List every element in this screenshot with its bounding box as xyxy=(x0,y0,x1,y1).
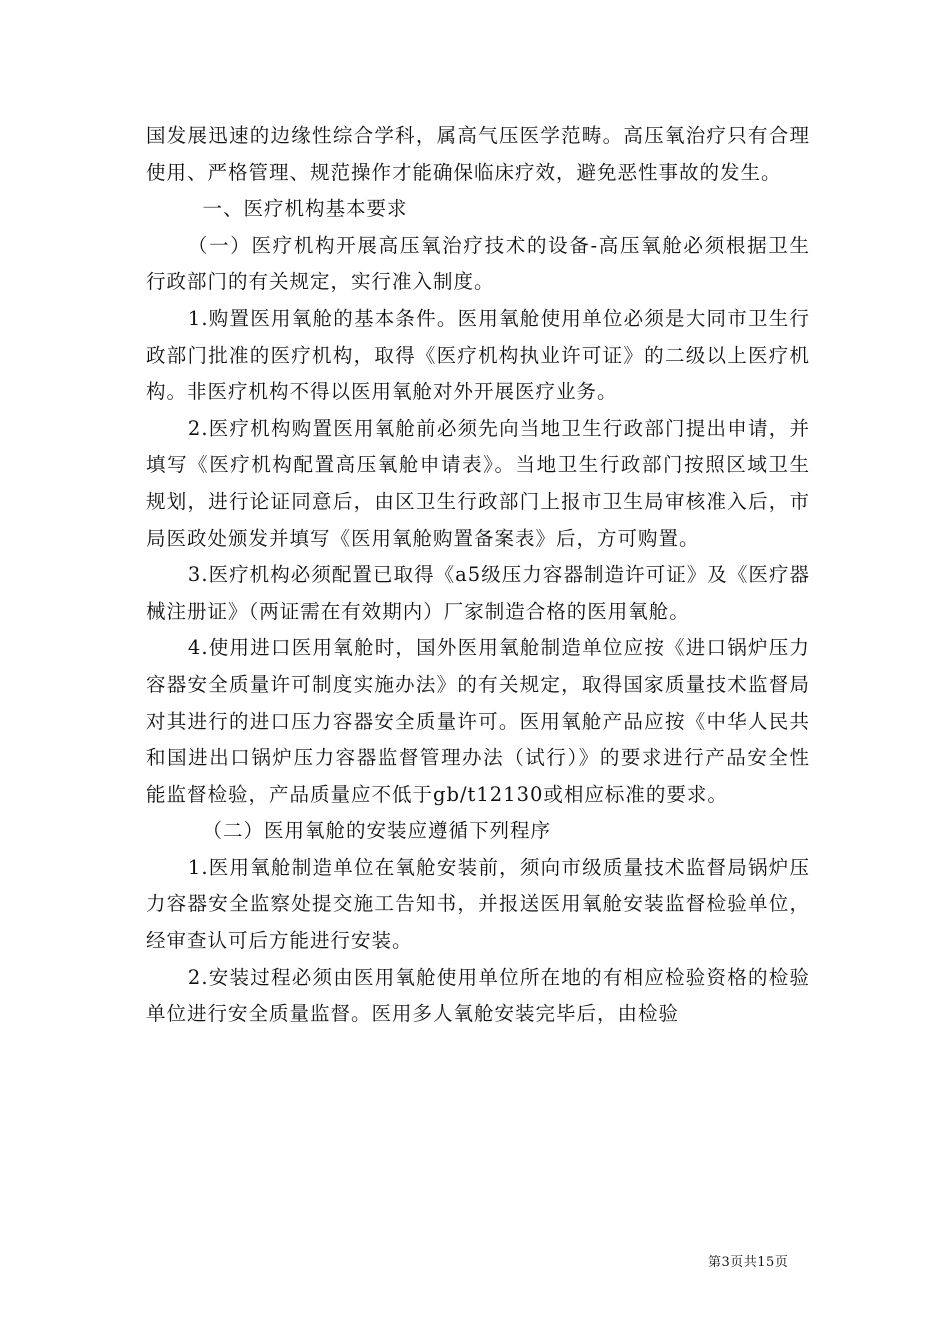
subsection-heading: （一）医疗机构开展高压氧治疗技术的设备-高压氧舱必须根据卫生行政部门的有关规定，实行准入制度。 xyxy=(146,233,810,294)
subsection-heading: （二）医用氧舱的安装应遵循下列程序 xyxy=(202,819,552,843)
list-item: 2.安装过程必须由医用氧舱使用单位所在地的有相应检验资格的检验单位进行安全质量监督。医用多人氧舱安装完毕后，由检验 xyxy=(146,965,810,1026)
paragraph-continuation: 国发展迅速的边缘性综合学科，属高气压医学范畴。高压氧治疗只有合理使用、严格管理、规范操作才能确保临床疗效，避免恶性事故的发生。 xyxy=(146,124,810,184)
list-item: 1.购置医用氧舱的基本条件。医用氧舱使用单位必须是大同市卫生行政部门批准的医疗机构，取得《医疗机构执业许可证》的二级以上医疗机构。非医疗机构不得以医用氧舱对外开展医疗业务。 xyxy=(146,306,810,404)
list-item: 2.医疗机构购置医用氧舱前必须先向当地卫生行政部门提出申请，并填写《医疗机构配置高压氧舱申请表》。当地卫生行政部门按照区域卫生规划，进行论证同意后，由区卫生行政部门上报市卫生局审核准入后，市局医政处颁发并填写《医用氧舱购置备案表》后，方可购置。 xyxy=(146,416,810,550)
list-item: 3.医疗机构必须配置已取得《a5级压力容器制造许可证》及《医疗器械注册证》（两证需在有效期内）厂家制造合格的医用氧舱。 xyxy=(146,563,810,623)
document-body xyxy=(146,118,810,1033)
list-item: 4.使用进口医用氧舱时，国外医用氧舱制造单位应按《进口锅炉压力容器安全质量许可制度实施办法》的有关规定，取得国家质量技术监督局对其进行的进口压力容器安全质量许可。医用氧舱产品应按《中华人民共和国进出口锅炉压力容器监督管理办法（试行）》的要求进行产品安全性能监督检验，产品质量应不低于gb/t12130或相应标准的要求。 xyxy=(146,636,810,806)
page-number-footer: 第3页共15页 xyxy=(708,1255,789,1270)
section-heading: 一、医疗机构基本要求 xyxy=(202,197,408,221)
list-item: 1.医用氧舱制造单位在氧舱安装前，须向市级质量技术监督局锅炉压力容器安全监察处提交施工告知书，并报送医用氧舱安装监督检验单位，经审查认可后方能进行安装。 xyxy=(146,855,810,953)
